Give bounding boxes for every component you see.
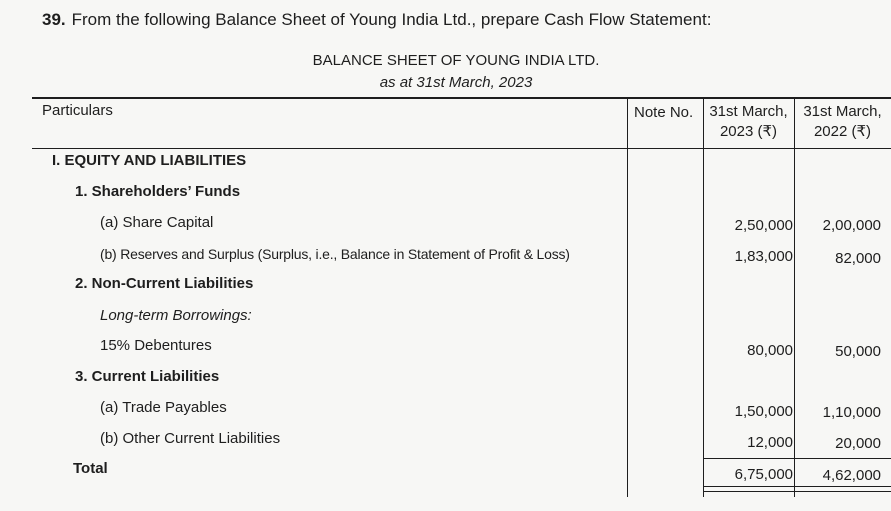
debentures-2023: 80,000: [747, 342, 793, 359]
row-other-current-liabilities: (b) Other Current Liabilities: [100, 430, 281, 447]
other-current-2022: 20,000: [835, 435, 881, 452]
question-text: From the following Balance Sheet of Young India Ltd., prepare Cash Flow Statement:: [71, 10, 712, 29]
total-double-rule-b: [703, 491, 891, 492]
row-shareholders-funds: 1. Shareholders’ Funds: [75, 183, 241, 200]
row-reserves-surplus: (b) Reserves and Surplus (Surplus, i.e., Balance in Statement of Profit & Loss): [100, 246, 570, 262]
trade-payables-2023: 1,50,000: [734, 403, 793, 420]
header-2023: [703, 102, 794, 142]
col-divider-2023: [703, 97, 704, 497]
table-top-rule: [32, 97, 891, 99]
row-total: Total: [73, 460, 108, 477]
question: [42, 10, 711, 30]
total-top-rule-2023: [703, 458, 794, 459]
question-number: 39.: [42, 10, 66, 29]
col-divider-2022: [794, 97, 795, 497]
row-equity-liabilities: I. EQUITY AND LIABILITIES: [52, 152, 247, 169]
row-trade-payables: (a) Trade Payables: [100, 399, 227, 416]
row-non-current-liabilities: 2. Non-Current Liabilities: [75, 275, 254, 292]
header-2023-line2: 2023 (₹): [719, 123, 778, 140]
row-long-term-borrowings: Long-term Borrowings:: [100, 307, 252, 324]
header-2023-line1: 31st March,: [709, 103, 788, 120]
row-current-liabilities: 3. Current Liabilities: [75, 368, 220, 385]
total-double-rule-a: [703, 486, 891, 487]
document-subtitle: as at 31st March, 2023: [379, 74, 533, 91]
header-particulars: Particulars: [42, 102, 113, 119]
reserves-surplus-2022: 82,000: [835, 250, 881, 267]
header-bottom-rule: [32, 148, 891, 149]
row-debentures: 15% Debentures: [100, 337, 212, 354]
header-2022: [794, 102, 891, 142]
total-2022: 4,62,000: [822, 467, 881, 484]
total-2023: 6,75,000: [734, 466, 793, 483]
header-2022-line1: 31st March,: [803, 103, 882, 120]
trade-payables-2022: 1,10,000: [822, 404, 881, 421]
share-capital-2023: 2,50,000: [734, 217, 793, 234]
debentures-2022: 50,000: [835, 343, 881, 360]
other-current-2023: 12,000: [747, 434, 793, 451]
reserves-surplus-2023: 1,83,000: [734, 248, 793, 265]
col-divider-note: [627, 97, 628, 497]
row-share-capital: (a) Share Capital: [100, 214, 214, 231]
share-capital-2022: 2,00,000: [822, 217, 881, 234]
document-title: BALANCE SHEET OF YOUNG INDIA LTD.: [312, 52, 600, 69]
total-top-rule-2022: [794, 458, 891, 459]
header-2022-line2: 2022 (₹): [813, 123, 872, 140]
header-note-no: Note No.: [634, 104, 694, 121]
